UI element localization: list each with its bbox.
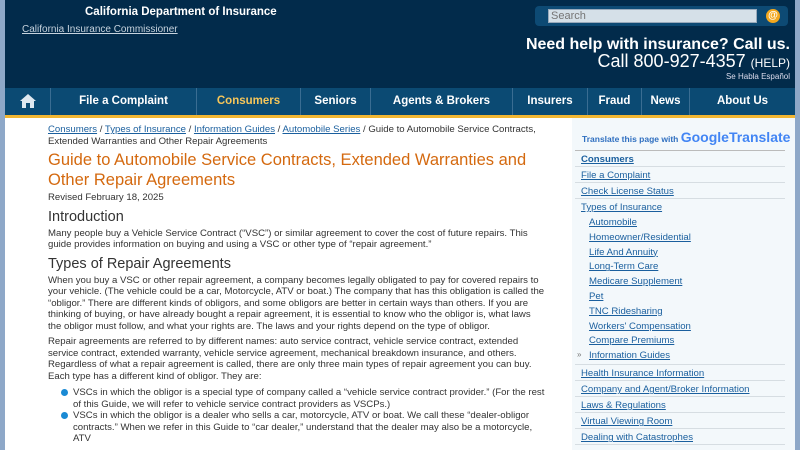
google-translate-logo: GoogleTranslate: [680, 129, 791, 145]
sidebar-item[interactable]: [575, 183, 785, 199]
list-item: [73, 387, 546, 410]
sidebar-item[interactable]: [575, 429, 785, 445]
sidebar-link[interactable]: File a Complaint: [581, 170, 651, 181]
sidebar-link[interactable]: Dealing with Catastrophes: [581, 432, 693, 444]
sidebar-menu: [575, 150, 785, 445]
department-logo-text[interactable]: California Department of Insurance: [85, 6, 277, 18]
phone-number: Call 800-927-4357: [597, 51, 746, 71]
sidebar-link[interactable]: Pet: [589, 290, 604, 302]
sidebar-subitem[interactable]: [575, 348, 785, 365]
sidebar-item[interactable]: [575, 151, 785, 167]
breadcrumb-current: Guide to Automobile Service Contracts, Extended Warranties and Other Repair Agreements: [48, 124, 536, 147]
sidebar-item[interactable]: [575, 413, 785, 429]
sidebar-subitem[interactable]: [575, 333, 785, 348]
sidebar-link[interactable]: Laws & Regulations: [581, 400, 666, 412]
types-heading: Types of Repair Agreements: [48, 255, 231, 272]
commissioner-link[interactable]: California Insurance Commissioner: [22, 24, 178, 35]
page-title: Guide to Automobile Service Contracts, Extended Warranties and Other Repair Agreements: [48, 151, 527, 189]
sidebar-link[interactable]: Information Guides: [589, 350, 671, 362]
search-input[interactable]: [548, 9, 757, 23]
sidebar: [572, 118, 795, 450]
revised-date: Revised February 18, 2025: [48, 192, 164, 203]
sidebar-link[interactable]: Long-Term Care: [589, 261, 659, 273]
sidebar-link[interactable]: Automobile: [589, 217, 637, 228]
list-item: [73, 410, 546, 445]
breadcrumb-auto-series[interactable]: Automobile Series: [282, 124, 361, 135]
nav-agents-brokers[interactable]: Agents & Brokers: [371, 88, 513, 115]
sidebar-link[interactable]: Health Insurance Information: [581, 368, 705, 380]
sidebar-subitem[interactable]: [575, 274, 785, 289]
sidebar-link[interactable]: Homeowner/Residential: [589, 231, 691, 243]
obligor-list: [48, 387, 546, 445]
intro-text: Many people buy a Vehicle Service Contract (“VSC”) or similar agreement to cover the cost of future repairs. This guide provides information on buying and using a VSC or other type of “repair agreement.”: [48, 227, 528, 250]
sidebar-subitem[interactable]: [575, 304, 785, 319]
breadcrumb-types[interactable]: Types of Insurance: [104, 124, 186, 135]
breadcrumb-guides[interactable]: Information Guides: [193, 124, 276, 135]
search-box: [535, 6, 788, 26]
types-paragraph-2: Repair agreements are referred to by different names: auto service contract, vehicle service contract, extended service contract, extended warranty, vehicle service agreement, mechanical breakdown insurance, and others. Regardless of what a repair agreement is called, there are only three main types of repair agreement you can buy. Each type has a different kind of obligor. They are:: [48, 336, 532, 382]
intro-heading: Introduction: [48, 208, 124, 225]
help-heading: Need help with insurance? Call us.: [525, 36, 790, 53]
list-item-text: VSCs in which the obligor is a dealer who sells a car, motorcycle, ATV or boat. We call these “dealer-obligor contracts.” When we refer in this Guide to “car dealer,” understand that the dealer may also be a motorcycle, ATV: [73, 410, 533, 444]
nav-news[interactable]: News: [642, 88, 690, 115]
sidebar-subitem[interactable]: [575, 259, 785, 274]
main-nav: [5, 88, 795, 118]
sidebar-subitem[interactable]: [575, 215, 785, 230]
nav-consumers[interactable]: Consumers: [197, 88, 301, 115]
sidebar-link[interactable]: Company and Agent/Broker Information: [581, 384, 750, 396]
bullet-icon: [61, 389, 68, 396]
search-icon[interactable]: @: [766, 9, 780, 23]
sidebar-link[interactable]: Medicare Supplement: [589, 276, 683, 288]
sidebar-subitem[interactable]: [575, 230, 785, 245]
sidebar-item[interactable]: [575, 381, 785, 397]
sidebar-item[interactable]: [575, 365, 785, 381]
sidebar-link[interactable]: Check License Status: [581, 186, 674, 197]
sidebar-subitem[interactable]: [575, 245, 785, 260]
spanish-link[interactable]: Se Habla Español: [725, 72, 790, 81]
sidebar-subitem[interactable]: [575, 319, 785, 334]
nav-seniors[interactable]: Seniors: [301, 88, 371, 115]
current-arrow-icon: »: [577, 350, 582, 360]
sidebar-link[interactable]: Compare Premiums: [589, 335, 675, 347]
breadcrumb-consumers[interactable]: Consumers: [48, 124, 98, 135]
sidebar-item[interactable]: [575, 167, 785, 183]
help-phone[interactable]: [598, 51, 790, 72]
sidebar-item[interactable]: [575, 199, 785, 215]
sidebar-link[interactable]: Types of Insurance: [581, 202, 663, 213]
sidebar-subitem[interactable]: [575, 289, 785, 304]
sidebar-link[interactable]: Virtual Viewing Room: [581, 416, 673, 428]
nav-insurers[interactable]: Insurers: [513, 88, 588, 115]
nav-file-complaint[interactable]: File a Complaint: [51, 88, 197, 115]
nav-about-us[interactable]: About Us: [716, 95, 769, 107]
sidebar-link[interactable]: TNC Ridesharing: [589, 305, 663, 317]
phone-suffix: (HELP): [750, 56, 790, 70]
site-header: [5, 0, 795, 88]
sidebar-link[interactable]: Consumers: [581, 154, 634, 165]
sidebar-item[interactable]: [575, 397, 785, 413]
list-item-text: VSCs in which the obligor is a special type of company called a “vehicle service contract provider.” (For the rest of this Guide, we will refer to vehicle service contract providers as VSCPs.): [73, 387, 545, 410]
home-icon[interactable]: [5, 88, 51, 115]
types-paragraph-1: When you buy a VSC or other repair agreement, a company becomes legally obligated to pay for covered repairs to your vehicle. (The vehicle could be a car, Motorcycle, ATV or boat.) The company that has this obligation is called the “obligor.” There are different kinds of obligors, and some obligors are better in certain ways than others. If you are thinking of buying, or have already bought a repair agreement, it is essential to know who the obligor is, what laws the obligor must follow, and what your rights are. The laws and your rights depend on the type of obligor.: [48, 274, 545, 332]
main-content: [48, 124, 546, 445]
sidebar-link[interactable]: Workers' Compensation: [589, 320, 691, 332]
sidebar-link[interactable]: Life And Annuity: [589, 246, 658, 258]
translate-label: Translate this page with: [582, 134, 679, 144]
google-translate-link[interactable]: [582, 129, 790, 145]
breadcrumb: Consumers / Types of Insurance / Information Guides / Automobile Series / Guide to Automobile Service Contracts, Extended Warranties and Other Repair Agreements: [48, 124, 536, 147]
bullet-icon: [61, 412, 68, 419]
nav-fraud[interactable]: Fraud: [588, 88, 642, 115]
